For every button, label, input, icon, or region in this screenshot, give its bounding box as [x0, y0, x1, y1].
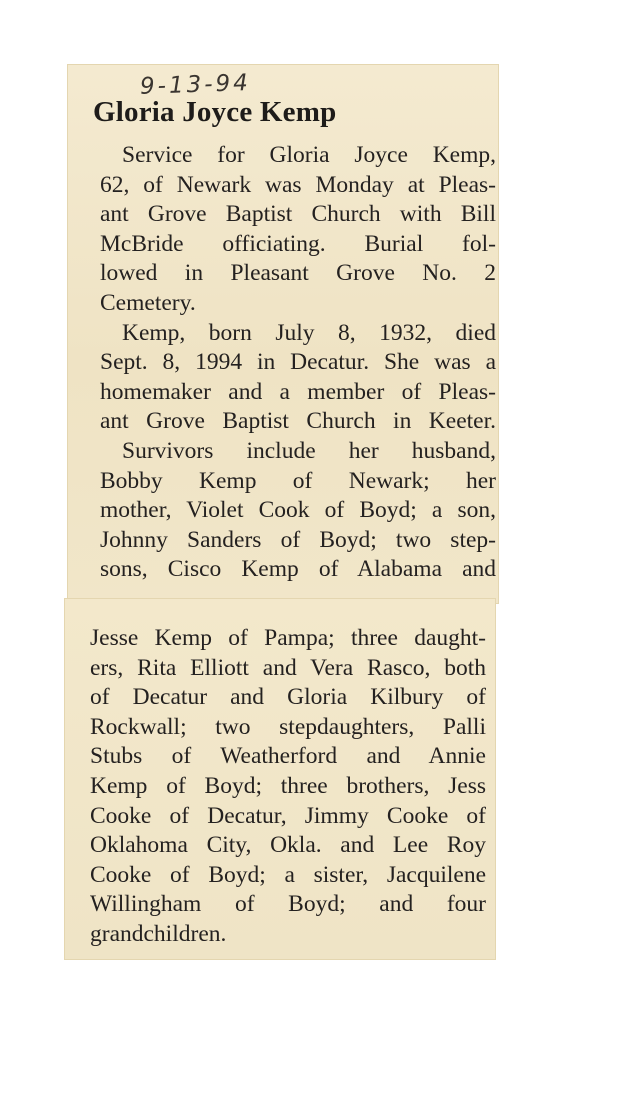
text-line: Willingham of Boyd; and four	[90, 891, 486, 918]
text-line: homemaker and a member of Pleas-	[100, 378, 496, 405]
text-line: ers, Rita Elliott and Vera Rasco, both	[90, 654, 486, 681]
text-line: ant Grove Baptist Church with Bill	[100, 201, 496, 228]
obituary-headline: Gloria Joyce Kemp	[93, 96, 337, 128]
text-line: Cemetery.	[100, 289, 196, 316]
text-line: of Decatur and Gloria Kilbury of	[90, 684, 486, 711]
text-line: Service for Gloria Joyce Kemp,	[122, 142, 496, 168]
text-line: grandchildren.	[90, 920, 227, 947]
text-line: ant Grove Baptist Church in Keeter.	[100, 408, 496, 435]
text-line: Bobby Kemp of Newark; her	[100, 467, 496, 494]
text-line: Kemp, born July 8, 1932, died	[122, 319, 496, 346]
text-line: Cooke of Decatur, Jimmy Cooke of	[90, 802, 486, 829]
text-line: Rockwall; two stepdaughters, Palli	[90, 713, 486, 740]
text-line: Johnny Sanders of Boyd; two step-	[100, 526, 496, 553]
text-line: 62, of Newark was Monday at Pleas-	[100, 171, 496, 198]
text-line: Oklahoma City, Okla. and Lee Roy	[90, 832, 486, 859]
handwritten-date: 9-13-94	[139, 70, 252, 100]
obituary-text-top	[100, 141, 496, 585]
text-line: Sept. 8, 1994 in Decatur. She was a	[100, 349, 496, 376]
obituary-text-bottom	[90, 624, 486, 950]
text-line: mother, Violet Cook of Boyd; a son,	[100, 497, 496, 524]
text-line: sons, Cisco Kemp of Alabama and	[100, 556, 496, 583]
text-line: Cooke of Boyd; a sister, Jacquilene	[90, 861, 486, 888]
text-line: Survivors include her husband,	[122, 437, 496, 464]
text-line: Kemp of Boyd; three brothers, Jess	[90, 772, 486, 799]
text-line: McBride officiating. Burial fol-	[100, 230, 496, 257]
text-line: Stubs of Weatherford and Annie	[90, 743, 486, 770]
text-line: Jesse Kemp of Pampa; three daught-	[90, 625, 486, 651]
text-line: lowed in Pleasant Grove No. 2	[100, 260, 496, 287]
